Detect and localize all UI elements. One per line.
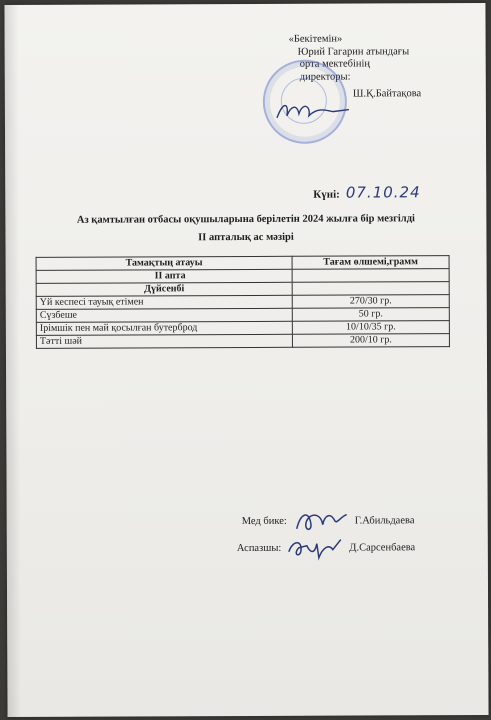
menu-table [36, 255, 450, 349]
page-shadow [4, 5, 21, 717]
dish-name: Үй кеспесі тауық етімен [36, 295, 292, 309]
approval-position: директоры: [299, 71, 351, 83]
table-row [36, 321, 449, 336]
header-dish: Тамақтың атауы [36, 256, 292, 270]
day-empty-cell [292, 282, 449, 296]
approval-heading: «Бекітемін» [288, 33, 343, 45]
cook-signature-line [237, 533, 416, 562]
table-header-row [36, 256, 449, 271]
week-empty-cell [292, 269, 449, 283]
table-row [36, 334, 449, 349]
dish-portion: 270/30 гр. [292, 295, 449, 309]
document-page [4, 3, 488, 717]
table-row [36, 295, 449, 310]
date-value: 07.10.24 [345, 183, 421, 202]
approval-school-line: Юрий Гагарин атындағы [297, 45, 410, 58]
director-signature [273, 96, 353, 126]
cook-signature [285, 534, 345, 562]
day-label: Дүйсенбі [36, 282, 292, 296]
nurse-label: Мед бике: [241, 515, 287, 527]
dish-name: Ірімшік пен май қосылған бутерброд [36, 321, 292, 335]
dish-name: Сүзбеше [36, 308, 292, 322]
nurse-name: Г.Абильдаева [354, 514, 415, 527]
document-subtitle: II апталық ас мәзірі [198, 231, 294, 244]
cook-label: Аспазшы: [236, 542, 282, 554]
dish-name: Тәтті шәй [36, 334, 292, 348]
date-label: Күні: [313, 188, 340, 201]
document-title: Аз қамтылған отбасы оқушыларына берілетін 2024 жылға бір мезгілді [76, 213, 415, 226]
approval-school-line-2: орта мектебінің [299, 58, 371, 70]
approval-director-name: Ш.Қ.Байтақова [352, 88, 422, 100]
nurse-signature [291, 507, 351, 535]
nurse-signature-line [242, 506, 415, 535]
dish-portion: 10/10/35 гр. [292, 321, 449, 335]
cook-name: Д.Сарсенбаева [349, 541, 416, 554]
date-line [313, 183, 420, 201]
dish-portion: 200/10 гр. [292, 334, 449, 348]
week-label: II апта [36, 269, 292, 283]
dish-portion: 50 гр. [292, 308, 449, 322]
header-portion: Тағам өлшемі,грамм [292, 256, 449, 270]
